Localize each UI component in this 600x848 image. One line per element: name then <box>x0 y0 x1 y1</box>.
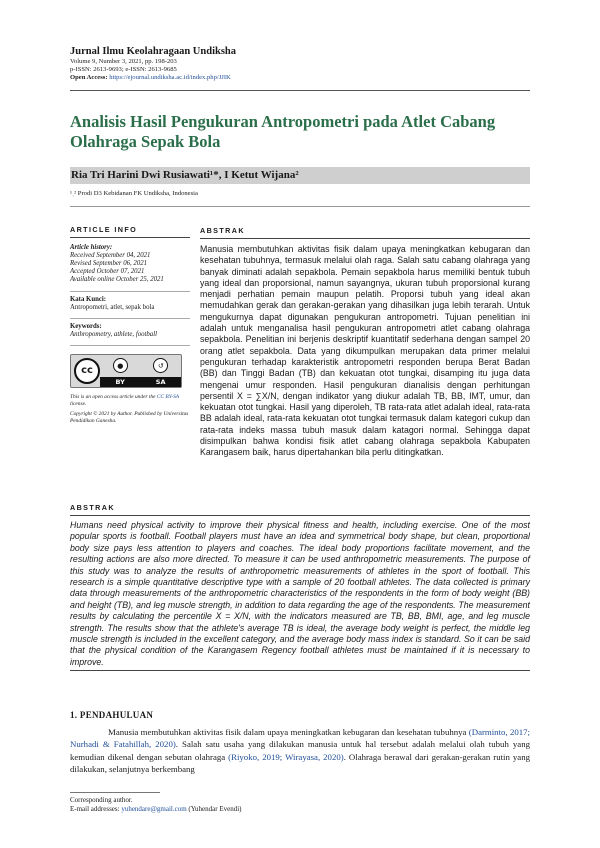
article-info <box>70 226 190 424</box>
intro-section <box>70 726 530 776</box>
copyright: Copyright © 2021 by Author. Published by Universitas Pendidikan Ganesha. <box>70 411 189 424</box>
cc-license-badge[interactable] <box>70 354 182 388</box>
share-alike-icon: ↺ <box>153 358 168 373</box>
cc-sa-label: SA <box>155 377 166 386</box>
article-info-rule <box>70 237 190 238</box>
cc-labels <box>100 377 181 387</box>
abstract-section <box>70 503 530 671</box>
authors: Ria Tri Harini Dwi Rusiawati¹*, I Ketut Wijana² <box>71 169 299 181</box>
kata-kunci: Antropometri, atlet, sepak bola <box>70 303 155 311</box>
cc-by-label: BY <box>115 377 125 386</box>
license-note-1: This is an open access article under the <box>70 393 156 400</box>
abstract-bottom-rule <box>70 670 530 671</box>
intro-text-a: Manusia membutuhkan aktivitas fisik dalam upaya meningkatkan kebugaran dan kesehatan tubuhnya <box>108 727 469 737</box>
abstrak-text: Manusia membutuhkan aktivitas fisik dalam upaya meningkatkan kebugaran dan kesehatan tubuhnya, termasuk melalui olah raga. Salah satu cabang olahraga yang banyak diminati adalah sepakbola. Pemain sepakbola harus memiliki bentuk tubuh yang ideal dan proporsional, namun sayangnya, ukuran tubuh proporsional kurang menjadi perhatian pemain maupun pelatih. Proporsi tubuh yang ideal akan memudahkan gerak dan gerakan-gerakan yang dihasilkan juga lebih terarah. Untuk mengukurnya dapat digunakan pengukuran antropometri. Tujuan penelitian ini adalah untuk menganalisa hasil pengukuran antropometri atlet cabang olahraga sepakbola. Penelitian ini berjenis deskriptif kuantitatif sederhana dengan sampel 20 orang atlet sepakbola. Data yang dikumpulkan merupakan data primer melalui pengukuran terhadap karakteristik antropometri responden berupa Berat Badan (BB) dan Tinggi Badan (TB) dan kekuatan otot tungkai, disamping itu juga data mengenai umur responden. Hasil pengukuran dianalisis dengan perhitungan persentil X = ∑X/N, dengan indikator yang diukur adalah TB, BB, IMT, umur, dan kekuatan otot tungkai. Hasil yang diperoleh, TB rata-rata atlet adalah ideal, rata-rata BB adalah ideal, rata-rata kekuatan otot tungkai termasuk dalam kategori cukup dan rata-rata indeks massa tubuh masuk dalam katagori normal. Sehingga dapat disimpulkan bahwa kondisi fisik atlet cabang olahraga sepakbola Kabupaten Karangasem baik, harus dipertahankan bila perlu ditingkatkan. <box>200 244 530 458</box>
header-divider <box>70 90 530 91</box>
attribution-person-icon: ● <box>113 358 128 373</box>
intro-text-b: . Salah satu usaha yang dilakukan manusia untuk hal tersebut adalah melalui olah tubuh yang kemudian dikenal dengan sebutan olahraga <box>70 739 531 762</box>
citation-1[interactable]: (Darminto, 2017; Nurhadi & Fatahillah, 2020) <box>70 727 530 750</box>
journal-open-access <box>70 74 540 82</box>
open-access-link[interactable]: https://ejournal.undiksha.ac.id/index.php/JJIK <box>109 74 231 81</box>
affiliation-divider <box>70 206 530 207</box>
keywords-label: Keywords: <box>70 322 102 330</box>
history-accepted: Accepted October 07, 2021 <box>70 268 145 276</box>
email-line <box>70 805 242 814</box>
abstrak-rule <box>200 238 530 239</box>
email-link[interactable]: yuhendare@gmail.com <box>121 805 187 813</box>
abstrak-heading: ABSTRAK <box>200 226 245 235</box>
journal-issn: p-ISSN: 2613-9693; e-ISSN: 2613-9685 <box>70 66 177 73</box>
cc-icons-row <box>100 355 181 377</box>
citation-2[interactable]: (Riyoko, 2019; Wirayasa, 2020) <box>228 751 344 762</box>
intro-heading: 1. PENDAHULUAN <box>70 710 154 720</box>
history-revised: Revised September 06, 2021 <box>70 260 148 268</box>
open-access-label: Open Access: <box>70 74 108 81</box>
cc-right-panel <box>100 355 181 387</box>
article-info-heading: ARTICLE INFO <box>70 225 138 234</box>
history-received: Received September 04, 2021 <box>70 252 151 260</box>
footer-rule <box>70 792 160 793</box>
kata-kunci-label: Kata Kunci: <box>70 295 107 303</box>
journal-name: Jurnal Ilmu Keolahragaan Undiksha <box>70 46 237 57</box>
journal-header <box>70 46 540 82</box>
info-divider-2 <box>70 318 190 319</box>
authors-bar <box>70 167 530 184</box>
info-divider <box>70 291 190 292</box>
history-online: Available online October 25, 2021 <box>70 276 164 284</box>
email-name: (Yuhendar Evendi) <box>186 805 242 813</box>
cc-icon: cc <box>74 358 100 384</box>
info-divider-3 <box>70 345 190 346</box>
affiliation: ¹ˌ² Prodi D3 Kebidanan FK Undiksha, Indonesia <box>70 190 198 197</box>
intro-text-c: . Olahraga berawal dari gerakan-gerakan rutin yang dilakukan, selanjutnya berkembang <box>70 751 530 775</box>
license-note-2: license. <box>70 400 87 407</box>
license-note <box>70 394 190 407</box>
history-label: Article history: <box>70 244 113 252</box>
email-label: E-mail addresses: <box>70 805 120 813</box>
keywords: Anthropometry, athlete, football <box>70 330 157 338</box>
corresponding-label: Corresponding author. <box>70 796 133 804</box>
abstrak-section <box>200 226 530 459</box>
footer <box>70 796 242 814</box>
abstract-text: Humans need physical activity to improve their physical fitness and health, including exercise. One of the most popular sports is football. Football players must have an idea and symmetrical body shape, but clean, proportional body size pays less attention to players and coaches. The ideal body proportions facilitate movement, and the resulting actions are also more directed. To measure it can be used anthropometric measurements. The purpose of this study was to analyze the results of anthropometric measurements of athletes in the sport of football. This research is a simple quantitative descriptive type with a sample of 20 football athletes. The data collected is primary data through measurements of the anthropometric characteristics of the respondents in the form of body weight (BB) and height (TB), and leg muscle strength, in addition to data regarding the age of the respondents. The measurement results by calculating the percentile X = X/N, with the indicators measured are TB, BB, BMI, age, and leg muscle strength. The results show that the athlete's average TB is ideal, the average body weight is perfect, the middle leg muscle strength is included in the excellent category, and the average body mass index is standard. So it can be said that the physical condition of the Karangasem Regency football athletes must be maintained if it is necessary to improve. <box>70 520 530 667</box>
abstract-heading: ABSTRAK <box>70 503 115 512</box>
intro-paragraph <box>70 726 530 776</box>
journal-volume: Volume 9, Number 3, 2021, pp. 198-203 <box>70 58 177 65</box>
abstract-rule <box>70 515 530 516</box>
license-link[interactable]: CC BY-SA <box>156 393 179 400</box>
paper-title: Analisis Hasil Pengukuran Antropometri pada Atlet Cabang Olahraga Sepak Bola <box>70 112 496 151</box>
